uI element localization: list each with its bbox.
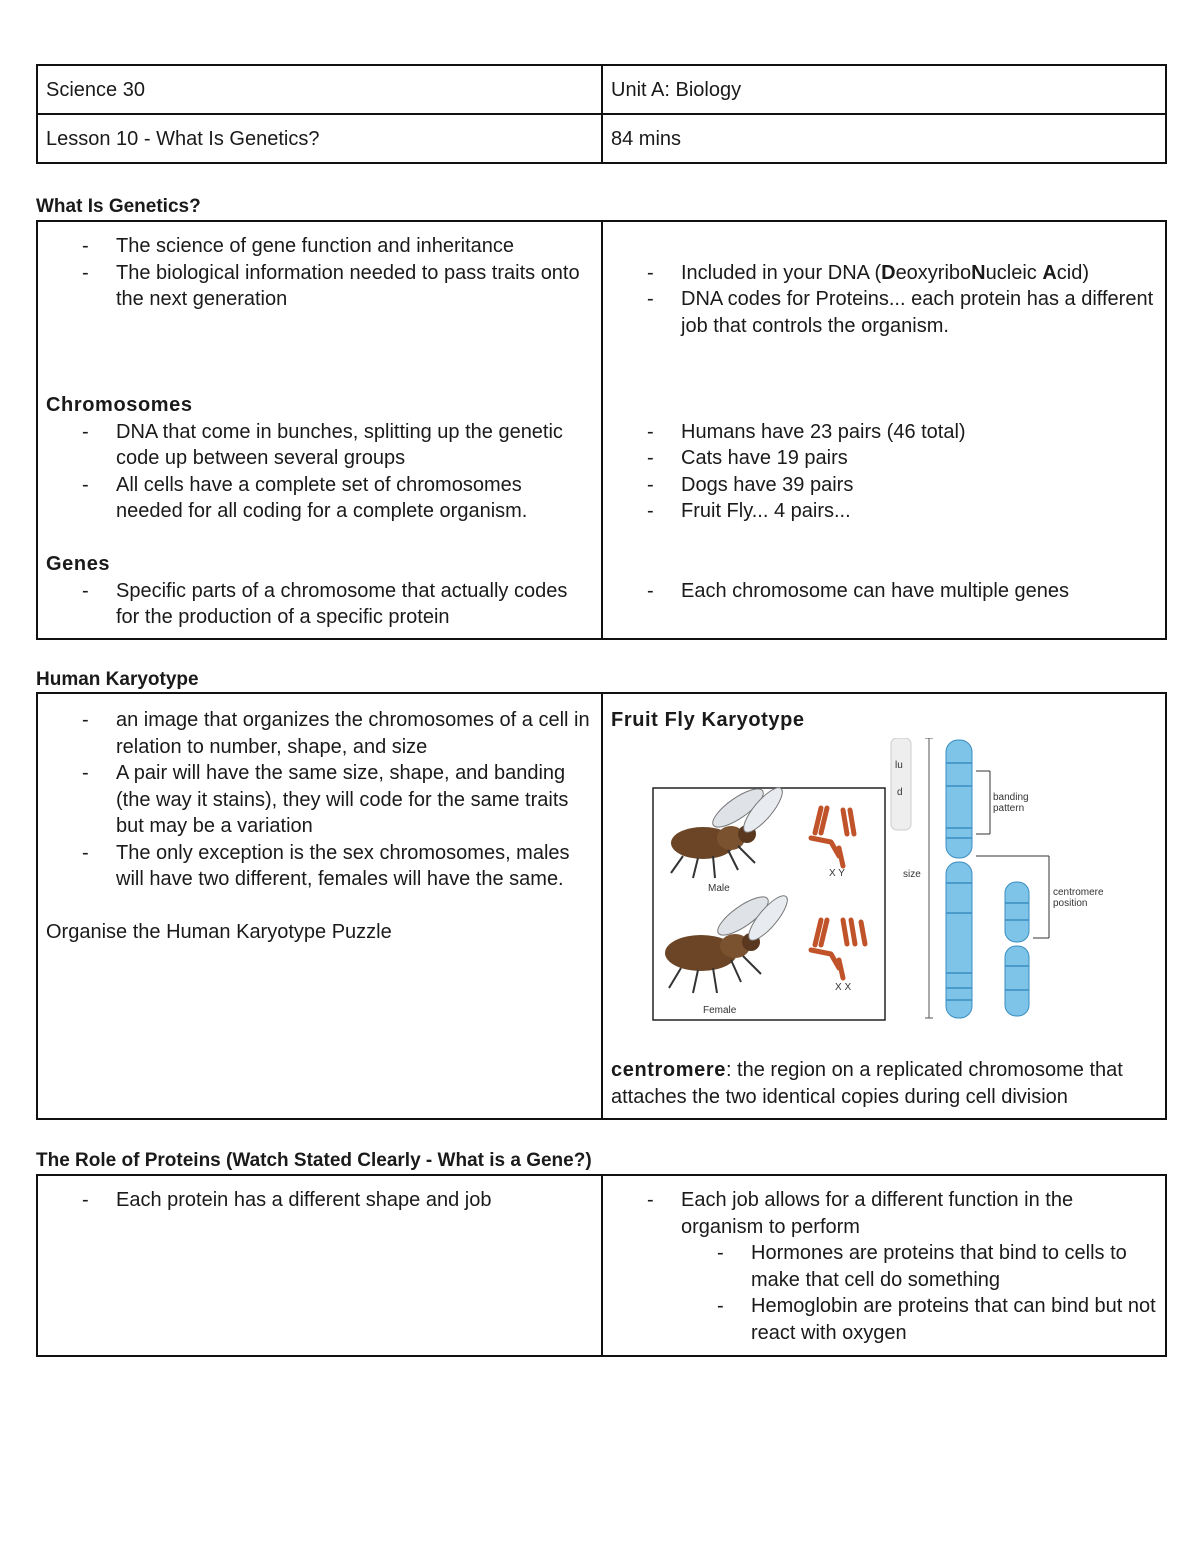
list-item: - A pair will have the same size, shape, and banding (the way it stains), they will code for the same traits but may be a variation <box>46 760 593 840</box>
duration-cell: 84 mins <box>611 128 682 150</box>
list-item: - Each job allows for a different function in the organism to perform <box>611 1187 1157 1240</box>
karyotype-table <box>36 692 1167 1120</box>
list-item: - DNA that come in bunches, splitting up the genetic code up between several groups <box>46 419 593 472</box>
genetics-heading: What Is Genetics? <box>36 196 201 217</box>
list-item: - All cells have a complete set of chromosomes needed for all coding for a complete organism. <box>46 472 593 525</box>
karyotype-right-cell <box>603 694 1165 1118</box>
proteins-heading: The Role of Proteins (Watch Stated Clearly - What is a Gene?) <box>36 1150 592 1171</box>
list-item: - Specific parts of a chromosome that actually codes for the production of a specific protein <box>46 578 593 631</box>
proteins-table <box>36 1174 1167 1357</box>
genes-subheading: Genes <box>46 553 111 575</box>
proteins-right-cell <box>603 1176 1165 1355</box>
dna-bullet: - Included in your DNA (DeoxyriboNucleic Acid) <box>611 260 1157 287</box>
banding-label: banding <box>993 792 1029 803</box>
list-item: - Each chromosome can have multiple genes <box>611 578 1157 605</box>
course-cell: Science 30 <box>38 66 603 113</box>
unit-cell: Unit A: Biology <box>611 79 742 101</box>
list-item: - The only exception is the sex chromosomes, males will have two different, females will have the same. <box>46 840 593 893</box>
fruit-fly-title: Fruit Fly Karyotype <box>611 709 805 731</box>
genetics-table <box>36 220 1167 640</box>
large-chromosome <box>946 740 972 1018</box>
genetics-left-cell <box>38 222 603 638</box>
banding-arrow-icon <box>976 771 990 834</box>
centromere-figure-label: centromere <box>1053 887 1104 898</box>
list-item: - Cats have 19 pairs <box>611 445 1157 472</box>
male-sex-chromosome-label: X Y <box>829 868 845 879</box>
pattern-label: pattern <box>993 803 1025 814</box>
puzzle-text: Organise the Human Karyotype Puzzle <box>46 921 392 943</box>
female-sex-chromosome-label: X X <box>835 982 852 993</box>
genetics-right-cell <box>603 222 1165 638</box>
list-item: - Humans have 23 pairs (46 total) <box>611 419 1157 446</box>
lesson-cell: Lesson 10 - What Is Genetics? <box>38 115 603 162</box>
karyotype-left-cell <box>38 694 603 1118</box>
header-table <box>36 64 1167 164</box>
male-label: Male <box>708 883 730 894</box>
list-item: - Hemoglobin are proteins that can bind but not react with oxygen <box>611 1293 1157 1346</box>
list-item: - Fruit Fly... 4 pairs... <box>611 498 1157 525</box>
position-label: position <box>1053 898 1088 909</box>
small-chromosome <box>1005 882 1029 1016</box>
list-item: - Dogs have 39 pairs <box>611 472 1157 499</box>
list-item: - The biological information needed to pass traits onto the next generation <box>46 260 593 313</box>
chromosomes-subheading: Chromosomes <box>46 394 193 416</box>
female-label: Female <box>703 1005 737 1016</box>
list-item: - Each protein has a different shape and job <box>46 1187 593 1214</box>
size-label: size <box>903 869 921 880</box>
list-item: - an image that organizes the chromosomes of a cell in relation to number, shape, and size <box>46 707 593 760</box>
list-item: - DNA codes for Proteins... each protein has a different job that controls the organism. <box>611 286 1157 339</box>
centromere-definition: centromere: the region on a replicated chromosome that attaches the two identical copies during cell division <box>611 1059 1123 1108</box>
fruit-fly-karyotype-figure <box>643 738 1113 1028</box>
lu-label: lu <box>895 760 903 771</box>
list-item: - Hormones are proteins that bind to cells to make that cell do something <box>611 1240 1157 1293</box>
d-label: d <box>897 787 903 798</box>
list-item: - The science of gene function and inheritance <box>46 233 593 260</box>
proteins-left-cell <box>38 1176 603 1355</box>
karyotype-heading: Human Karyotype <box>36 669 199 690</box>
